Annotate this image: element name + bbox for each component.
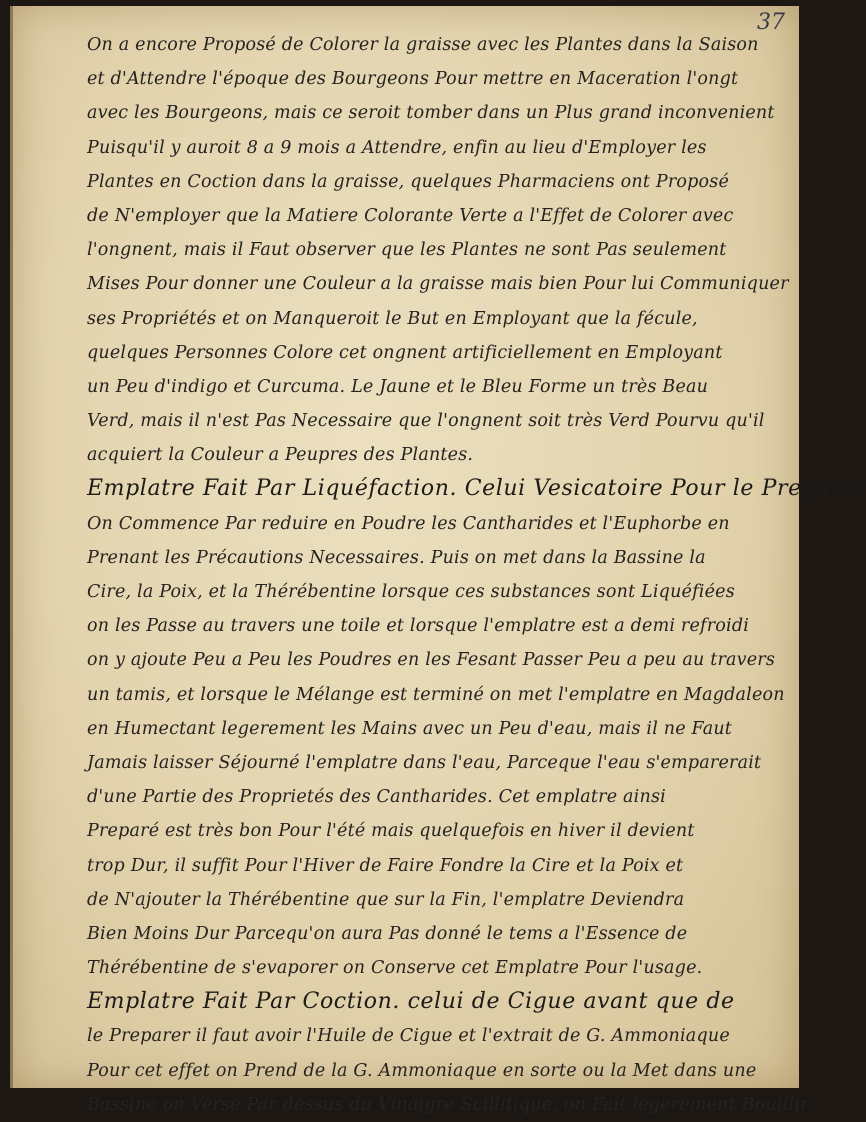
manuscript-line: Thérébentine de s'evaporer on Conserve cet Emplatre Pour l'usage. [87, 958, 703, 979]
manuscript-line: acquiert la Couleur a Peupres des Plantes. [87, 445, 474, 466]
manuscript-line: un tamis, et lorsque le Mélange est terminé on met l'emplatre en Magdaleon [87, 684, 785, 705]
manuscript-line: de N'employer que la Matiere Colorante Verte a l'Effet de Colorer avec [87, 205, 734, 226]
manuscript-line: Preparé est très bon Pour l'été mais quelquefois en hiver il devient [87, 821, 695, 842]
manuscript-line: on y ajoute Peu a Peu les Poudres en les Fesant Passer Peu a peu au travers [87, 650, 776, 671]
manuscript-line: Cire, la Poix, et la Thérébentine lorsque ces substances sont Liquéfiées [87, 582, 735, 602]
manuscript-page [10, 6, 866, 1115]
section-heading-line: Emplatre Fait Par Liquéfaction. Celui Vesicatoire Pour le Preparer [87, 476, 866, 502]
manuscript-line: Bien Moins Dur Parcequ'on aura Pas donné le tems a l'Essence de [87, 923, 688, 944]
manuscript-line: Verd, mais il n'est Pas Necessaire que l'ongnent soit très Verd Pourvu qu'il [87, 411, 765, 432]
manuscript-line: Prenant les Précautions Necessaires. Puis on met dans la Bassine la [87, 547, 706, 568]
manuscript-line: et d'Attendre l'époque des Bourgeons Pour mettre en Maceration l'ongt [87, 69, 739, 90]
manuscript-line: ses Propriétés et on Manqueroit le But en Employant que la fécule, [87, 308, 698, 329]
folio-number: 37 [757, 10, 785, 35]
manuscript-line: Puisqu'il y auroit 8 a 9 mois a Attendre, enfin au lieu d'Employer les [87, 137, 707, 158]
manuscript-line: quelques Personnes Colore cet ongnent artificiellement en Employant [87, 342, 723, 363]
manuscript-line: trop Dur, il suffit Pour l'Hiver de Faire Fondre la Cire et la Poix et [87, 855, 684, 876]
manuscript-line: Jamais laisser Séjourné l'emplatre dans l'eau, Parceque l'eau s'emparerait [87, 752, 762, 773]
manuscript-line: Pour cet effet on Prend de la G. Ammoniaque en sorte ou la Met dans une [87, 1060, 757, 1081]
manuscript-line: Plantes en Coction dans la graisse, quelques Pharmaciens ont Proposé [87, 171, 730, 192]
manuscript-line: un Peu d'indigo et Curcuma. Le Jaune et le Bleu Forme un très Beau [87, 376, 709, 397]
manuscript-line: d'une Partie des Proprietés des Cantharides. Cet emplatre ainsi [87, 787, 666, 808]
manuscript-text [87, 28, 866, 1122]
manuscript-line: Bassine on Verse Par dessus du Vinaigre Scillitique, on Fait legerement Bouillir [87, 1094, 809, 1115]
manuscript-line: en Humectant legerement les Mains avec un Peu d'eau, mais il ne Faut [87, 718, 733, 739]
manuscript-line: On Commence Par reduire en Poudre les Cantharides et l'Euphorbe en [87, 513, 730, 534]
section-heading-line: Emplatre Fait Par Coction. celui de Cigue avant que de [87, 989, 735, 1015]
manuscript-line: de N'ajouter la Thérébentine que sur la Fin, l'emplatre Deviendra [87, 889, 685, 910]
manuscript-line: l'ongnent, mais il Faut observer que les Plantes ne sont Pas seulement [87, 240, 727, 261]
manuscript-line: le Preparer il faut avoir l'Huile de Cigue et l'extrait de G. Ammoniaque [87, 1026, 730, 1047]
manuscript-line: On a encore Proposé de Colorer la graisse avec les Plantes dans la Saison [87, 35, 759, 55]
manuscript-line: on les Passe au travers une toile et lorsque l'emplatre est a demi refroidi [87, 616, 750, 637]
manuscript-line: avec les Bourgeons, mais ce seroit tomber dans un Plus grand inconvenient [87, 103, 775, 124]
manuscript-line: Mises Pour donner une Couleur a la graisse mais bien Pour lui Communiquer [87, 274, 789, 295]
